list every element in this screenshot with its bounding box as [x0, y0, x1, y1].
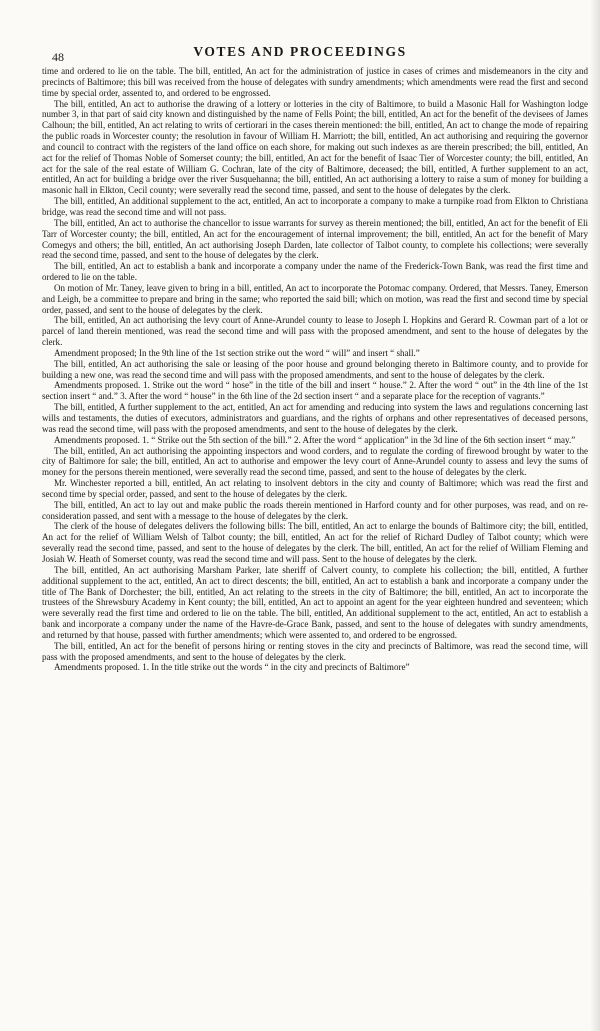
paragraph: Amendments proposed. 1. “ Strike out the 5th section of the bill.” 2. After the word “ application” in the 3d line of the 6th section insert “ may.” [54, 434, 576, 445]
paragraph: The bill, entitled, An act to authorise the chancellor to issue warrants for survey as therein mentioned; the bill, entitled, An act for the benefit of Eli Tarr of Worcester county; the bill, entitled, An act for the encouragement of internal improvement; the bill, entitled, An act for the benefit of Mary Comegys and others; the bill, entitled, An act authorising Joseph Darden, late collector of Talbot county, to complete his collections; were severally read the second time, passed, and sent to the house of delegates by the clerk. [42, 217, 588, 261]
paragraph: Amendments proposed. 1. Strike out the word “ hose” in the title of the bill and insert “ house.” 2. After the word “ out” in the 4th line of the 1st section insert “ and.” 3. After the word “ house” in the 6th line of the 2d section insert “ and a separate place for the reception of vagrants.” [42, 380, 588, 402]
paragraph: The bill, entitled, An act to lay out and make public the roads therein mentioned in Harford county and for other purposes, was read, and on re-consideration passed, and sent with a message to the house of delegates by the clerk. [42, 499, 588, 521]
paragraph: Amendment proposed; In the 9th line of the 1st section strike out the word “ will” and insert “ shall.” [54, 347, 420, 358]
paragraph: The bill, entitled, An act authorising the appointing inspectors and wood corders, and to regulate the cording of firewood brought by water to the city of Baltimore for sale; the bill, entitled, An act to authorise and empower the levy court of Anne-Arundel county to assess and levy the sums of money for the persons therein mentioned, were severally read the second time, passed, and sent to the house of delegates by the clerk. [42, 445, 588, 478]
paragraph: time and ordered to lie on the table. The bill, entitled, An act for the administration of justice in cases of crimes and misdemeanors in the city and precincts of Baltimore; this bill was received from the house of delegates with sundry amendments; which amendments were read the first and second time by special order, assented to, and ordered to be engrossed. [42, 66, 588, 98]
paragraph: On motion of Mr. Taney, leave given to bring in a bill, entitled, An act to incorporate the Potomac company. Ordered, that Messrs. Taney, Emerson and Leigh, be a committee to prepare and bring in the same; who reported the said bill; which on motion, was read the first and second time by special order, passed, and sent to the house of delegates by the clerk. [42, 282, 588, 315]
body-text [42, 66, 588, 673]
paragraph: The bill, entitled, A further supplement to the act, entitled, An act for amending and reducing into system the laws and regulations concerning last wills and testaments, the duties of executors, administrators and guardians, and the rights of orphans and other representatives of deceased persons, was read the second time, will pass with the proposed amendments, and sent to the house of delegates by the clerk. [42, 402, 588, 434]
paragraph: The bill, entitled, An act for the benefit of persons hiring or renting stoves in the city and precincts of Baltimore, was read the second time, will pass with the proposed amendments, and sent to the house of delegates by the clerk. [42, 640, 588, 662]
running-head: VOTES AND PROCEEDINGS [193, 44, 407, 59]
paragraph: Mr. Winchester reported a bill, entitled, An act relating to insolvent debtors in the city and county of Baltimore; which was read the first and second time by special order, passed, and sent to the house of delegates by the clerk. [42, 478, 588, 499]
page-number: 48 [52, 50, 64, 64]
paragraph: The bill, entitled, An act authorising the levy court of Anne-Arundel county to lease to Joseph I. Hopkins and Gerard R. Cowman part of a lot or parcel of land therein mentioned, was read the second time and will pass with the proposed amendment, and sent to the house of delegates by the clerk. [42, 315, 588, 348]
paragraph: The bill, entitled, An act to authorise the drawing of a lottery or lotteries in the city of Baltimore, to build a Masonic Hall for Washington lodge number 3, in that part of said city known and distinguished by the name of Fells Point; the bill, entitled, An act for the benefit of the devisees of James Calhoun; the bill, entitled, An act relating to writs of certiorari in the cases therein mentioned: the bill, entitled, An act to change the mode of repairing the public roads in Worcester county; the resolution in favour of William H. Marriott; the bill, entitled, An act authorising and requiring the governor and council to contract with the registers of the land office on each shore, for making out such indexes as are therein prescribed; the bill, entitled, An act for the relief of Thomas Noble of Somerset county; the bill, entitled, An act for the benefit of Isaac Tier of Worcester county; the bill, entitled, An act for the sale of the real estate of William G. Cochran, late of the city of Baltimore, deceased; the bill, entitled, A further supplement to an act, entitled, An act for building a bridge over the river Susquehanna; the bill, entitled, An act authorising a lottery to raise a sum of money for building a masonic hall in Elkton, Cecil county; were severally read the second time, passed, and sent to the house of delegates by the clerk. [42, 98, 588, 196]
paragraph: The bill, entitled, An additional supplement to the act, entitled, An act to incorporate a company to make a turnpike road from Elkton to Christiana bridge, was read the second time and will not pass. [42, 196, 588, 217]
paragraph: The bill, entitled, An act authorising Marsham Parker, late sheriff of Calvert county, to complete his collection; the bill, entitled, A further additional supplement to the act, entitled, An act to direct descents; the bill, entitled, An act to establish a bank and incorporate a company under the title of The Bank of Dorchester; the bill, entitled, An act relating to the streets in the city of Baltimore; the bill, entitled, An act to incorporate the trustees of the Shrewsbury Academy in Kent county; the bill, entitled, An act to appoint an agent for the year eighteen hundred and seventeen; which were severally read the first time and ordered to lie on the table. The bill, entitled, An additional supplement to the act, entitled, An act to establish a bank and incorporate a company under the name of the Havre-de-Grace Bank, passed, and sent to the house of delegates with sundry amendments, and returned by that house, passed with further amendments; which were assented to, and ordered to be engrossed. [42, 564, 588, 640]
paragraph: The clerk of the house of delegates delivers the following bills: The bill, entitled, An act to enlarge the bounds of Baltimore city; the bill, entitled, An act for the relief of William Welsh of Talbot county; the bill, entitled, An act for the relief of Richard Dudley of Talbot county; which were severally read the second time, passed, and sent to the house of delegates by the clerk. The bill, entitled, An act for the relief of William Fleming and Josiah W. Heath of Somerset county, was read the second time and will pass. Sent to the house of delegates by the clerk. [42, 521, 588, 564]
paragraph: Amendments proposed. 1. In the title strike out the words “ in the city and precincts of Baltimore” [54, 662, 410, 673]
paragraph: The bill, entitled, An act to establish a bank and incorporate a company under the name of the Frederick-Town Bank, was read the first time and ordered to lie on the table. [42, 261, 588, 283]
paragraph: The bill, entitled, An act authorising the sale or leasing of the poor house and ground belonging thereto in Baltimore county, and to provide for building a new one, was read the second time and will pass with the proposed amendments, and sent to the house of delegates by the clerk. [42, 358, 588, 380]
